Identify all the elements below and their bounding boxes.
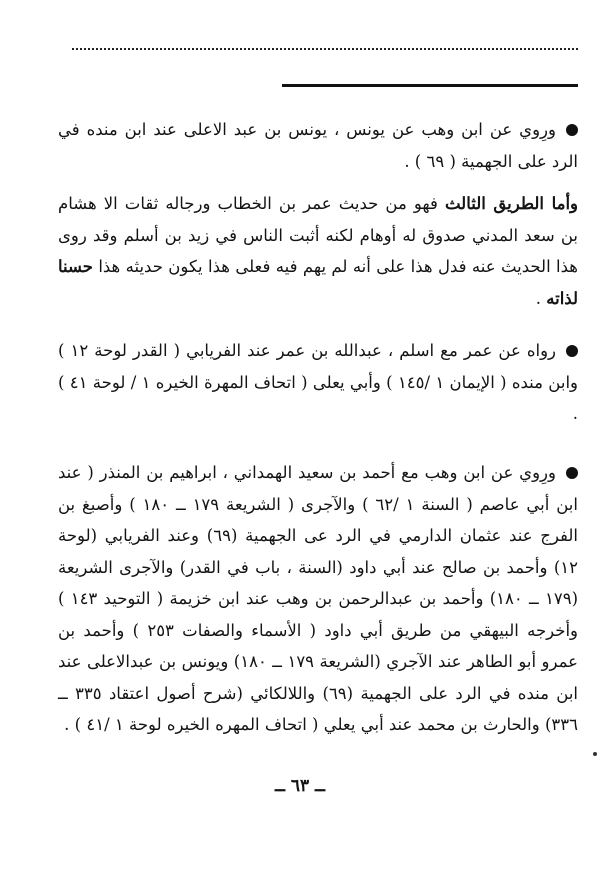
paragraph-2-emphasis: حسنا لذاته: [58, 257, 578, 308]
bullet-icon: [566, 467, 578, 479]
paragraph-2: [58, 188, 578, 314]
paragraph-3-text: رواه عن عمر مع اسلم ، عبدالله بن عمر عند الفريابي ( القدر لوحة ١٢ ) وابن منده ( الإيمان ١ /١٤٥ ) وأبي يعلى ( اتحاف المهرة الخيره ١ / لوحة ٤١ ) .: [58, 341, 578, 423]
paragraph-2-end: .: [535, 288, 547, 308]
margin-mark: [593, 752, 597, 756]
paragraph-1: [58, 114, 578, 177]
paragraph-1-text: ورِوي عن ابن وهب عن يونس ، يونس بن عبد الاعلى عند ابن منده في الرد على الجهمية ( ٦٩ ) .: [58, 120, 578, 171]
paragraph-4-text: ورِوي عن ابن وهب مع أحمد بن سعيد الهمداني ، ابراهيم بن المنذر ( عند ابن أبي عاصم ( السنة ١ /٦٢ ) والآجرى ( الشريعة ١٧٩ ــ ١٨٠ ) وأصبغ بن الفرج عند عثمان الدارمي في الرد عى الجهمية (٦٩) وعند الفريابي (لوحة ١٢) وأحمد بن صالح عند أبي داود (السنة ، باب في القدر) والآجرى الشريعة (١٧٩ ــ ١٨٠) وأحمد بن عبدالرحمن بن وهب عند ابن خزيمة ( التوحيد ١٤٣ ) وأخرجه البيهقي من طريق أبي داود ( الأسماء والصفات ٢٥٣ ) وأحمد بن عمرو أبو الطاهر عند الآجري (الشريعة ١٧٩ ــ ١٨٠) ويونس بن عبدالاعلى عند ابن منده في الرد على الجهمية (٦٩) واللالكائي (شرح أصول اعتقاد ٣٣٥ ــ ٣٣٦) والحارث بن محمد عند أبي يعلي ( اتحاف المهره الخيره لوحة ١ /٤١ ) .: [58, 463, 579, 734]
bullet-icon: [566, 345, 578, 357]
dotted-separator: [72, 48, 578, 56]
paragraph-2-lead: وأما الطريق الثالث: [444, 194, 578, 213]
paragraph-2-text: فهو من حديث عمر بن الخطاب ورجاله ثقات الا هشام بن سعد المدني صدوق له أوهام لكنه أثبت الناس في زيد بن أسلم وقد روى هذا الحديث عنه فدل هذا على أنه لم يهم فيه فعلى هذا يكون حديثه هذا: [58, 194, 578, 276]
paragraph-4: [58, 457, 578, 741]
page-number: ــ ٦٣ ــ: [274, 776, 326, 796]
paragraph-3: [58, 335, 578, 430]
bullet-icon: [566, 124, 578, 136]
horizontal-rule: [282, 84, 578, 87]
